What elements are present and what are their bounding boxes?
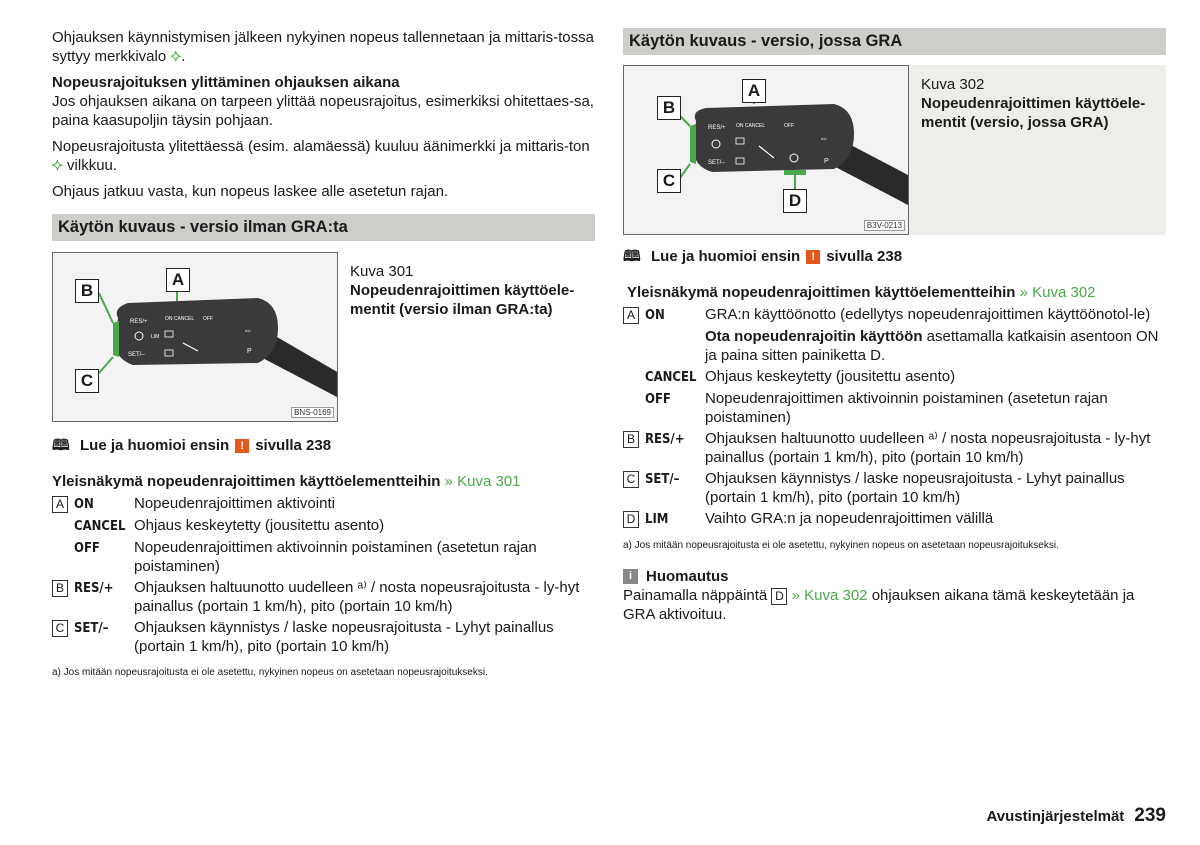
- right-column: [623, 28, 1166, 631]
- exceed-text: Jos ohjauksen aikana on tarpeen ylittää nopeusrajoitus, esimerkiksi ohitettaes-sa, paina kaasupoljin täysin pohjaan.: [52, 93, 594, 129]
- footnote: a) Jos mitään nopeusrajoitusta ei ole asetettu, nykyinen nopeus on asetetaan nopeusrajoitukseksi.: [52, 667, 488, 678]
- note-text: Painamalla näppäintä D » Kuva 302 ohjauksen aikana tämä keskeytetään ja GRA aktivoituu.: [623, 587, 1135, 623]
- list-item: D LIM Vaihto GRA:n ja nopeudenrajoittimen välillä: [623, 509, 1166, 529]
- list-item: B RES/+ Ohjauksen haltuunotto uudelleen ᵃ⁾ / nosta nopeusrajoitusta - ly-hyt painallus (portain 1 km/h), pito (portain 10 km/h): [52, 578, 595, 616]
- read-first-line: 🕮 Lue ja huomioi ensin ! sivulla 238: [52, 437, 332, 454]
- stalk-illustration: [623, 65, 909, 235]
- book-icon: 🕮: [52, 437, 70, 454]
- section-title-no-gra: Käytön kuvaus - versio ilman GRA:ta: [52, 214, 595, 241]
- figure-link[interactable]: » Kuva 302: [791, 587, 868, 604]
- intro-text: Ohjauksen käynnistymisen jälkeen nykyinen nopeus tallennetaan ja mittaris-tossa syttyy merkkivalo: [52, 29, 594, 65]
- svg-text:OFF: OFF: [203, 316, 213, 322]
- svg-text:SET/–: SET/–: [128, 352, 145, 358]
- list-item: Ota nopeudenrajoitin käyttöön asettamalla katkaisin asentoon ON ja paina sitten painiketta D.: [705, 328, 1159, 364]
- list-item: OFF Nopeudenrajoittimen aktivoinnin poistaminen (asetetun rajan poistaminen): [645, 390, 1108, 426]
- overview-heading: Yleisnäkymä nopeudenrajoittimen käyttöelementteihin » Kuva 301: [52, 473, 521, 490]
- exceed-paragraph: [52, 73, 595, 130]
- chapter-name: Avustinjärjestelmät: [986, 808, 1125, 825]
- figure-code: BNS-0169: [291, 407, 334, 418]
- resume-paragraph: Ohjaus jatkuu vasta, kun nopeus laskee alle asetetun rajan.: [52, 183, 449, 200]
- list-item: OFF Nopeudenrajoittimen aktivoinnin poistaminen (asetetun rajan poistaminen): [74, 539, 537, 575]
- warning-paragraph: Nopeusrajoitusta ylitettäessä (esim. alamäessä) kuuluu äänimerkki ja mittaris-ton ⯎ vilkkuu.: [52, 138, 590, 174]
- label-a: A: [166, 268, 190, 292]
- list-item: CANCEL Ohjaus keskeytetty (jousitettu asento): [645, 368, 956, 385]
- figure-link[interactable]: » Kuva 302: [1019, 284, 1096, 301]
- list-item: C SET/– Ohjauksen käynnistys / laske nopeusrajoitusta - Lyhyt painallus (portain 1 km/h), pito (portain 10 km/h): [623, 469, 1166, 507]
- read-first-line: 🕮 Lue ja huomioi ensin ! sivulla 238: [623, 248, 903, 265]
- book-icon: 🕮: [623, 248, 641, 265]
- left-column: [52, 28, 595, 680]
- figure-caption-text: Nopeudenrajoittimen käyttöele-mentit (versio ilman GRA:ta): [350, 282, 575, 318]
- controls-list: [623, 305, 1166, 529]
- figure-number: Kuva 302: [921, 76, 985, 93]
- figure-link[interactable]: » Kuva 301: [444, 473, 521, 490]
- page-footer: [986, 806, 1166, 826]
- stalk-drawing: [624, 66, 909, 235]
- figure-301: [52, 252, 595, 422]
- figure-number: Kuva 301: [350, 263, 414, 280]
- list-item: A ON Nopeudenrajoittimen aktivointi: [52, 494, 595, 514]
- info-icon: i: [623, 569, 638, 584]
- label-a: A: [742, 79, 766, 103]
- list-item: B RES/+ Ohjauksen haltuunotto uudelleen ᵃ⁾ / nosta nopeusrajoitusta - ly-hyt painallus (portain 1 km/h), pito (portain 10 km/h): [623, 429, 1166, 467]
- warning-icon: !: [235, 439, 249, 453]
- svg-text:⇔: ⇔: [819, 133, 828, 143]
- label-b: B: [75, 279, 99, 303]
- label-d: D: [783, 189, 807, 213]
- svg-text:P: P: [824, 158, 829, 165]
- speed-limiter-lamp-icon: ⯎: [170, 48, 182, 65]
- figure-caption-text: Nopeudenrajoittimen käyttöele-mentit (versio, jossa GRA): [921, 95, 1146, 131]
- section-title-gra: Käytön kuvaus - versio, jossa GRA: [623, 28, 1166, 55]
- figure-caption: [909, 65, 1166, 235]
- speed-limiter-lamp-icon: ⯎: [52, 157, 63, 174]
- svg-text:OFF: OFF: [784, 123, 794, 129]
- figure-302: [623, 65, 1166, 235]
- svg-text:ON CANCEL: ON CANCEL: [736, 123, 766, 129]
- list-item: CANCEL Ohjaus keskeytetty (jousitettu asento): [74, 517, 385, 534]
- note-heading: i Huomautus: [623, 567, 1166, 586]
- overview-heading: Yleisnäkymä nopeudenrajoittimen käyttöelementteihin » Kuva 302: [627, 284, 1096, 301]
- svg-text:ON CANCEL: ON CANCEL: [165, 316, 195, 322]
- svg-text:RES/+: RES/+: [130, 319, 148, 325]
- exceed-title: Nopeusrajoituksen ylittäminen ohjauksen aikana: [52, 74, 400, 91]
- intro-paragraph: Ohjauksen käynnistymisen jälkeen nykyinen nopeus tallennetaan ja mittaris-tossa syttyy merkkivalo ⯎.: [52, 29, 594, 65]
- controls-list: [52, 494, 595, 656]
- svg-text:⇔: ⇔: [243, 325, 252, 335]
- label-c: C: [657, 169, 681, 193]
- list-item: A ON GRA:n käyttöönotto (edellytys nopeudenrajoittimen käyttöönotol-le): [623, 305, 1166, 325]
- label-b: B: [657, 96, 681, 120]
- figure-code: B3V-0213: [864, 220, 905, 231]
- svg-text:LIM: LIM: [151, 334, 160, 340]
- figure-caption: [338, 252, 595, 422]
- svg-text:SET/–: SET/–: [708, 160, 725, 166]
- list-item: C SET/– Ohjauksen käynnistys / laske nopeusrajoitusta - Lyhyt painallus (portain 1 km/h), pito (portain 10 km/h): [52, 618, 595, 656]
- page-number: 239: [1134, 805, 1166, 826]
- footnote: a) Jos mitään nopeusrajoitusta ei ole asetettu, nykyinen nopeus on asetetaan nopeusrajoitukseksi.: [623, 540, 1059, 551]
- svg-text:RES/+: RES/+: [708, 125, 726, 131]
- stalk-illustration: [52, 252, 338, 422]
- label-c: C: [75, 369, 99, 393]
- warning-icon: !: [806, 250, 820, 264]
- svg-text:P: P: [247, 348, 252, 355]
